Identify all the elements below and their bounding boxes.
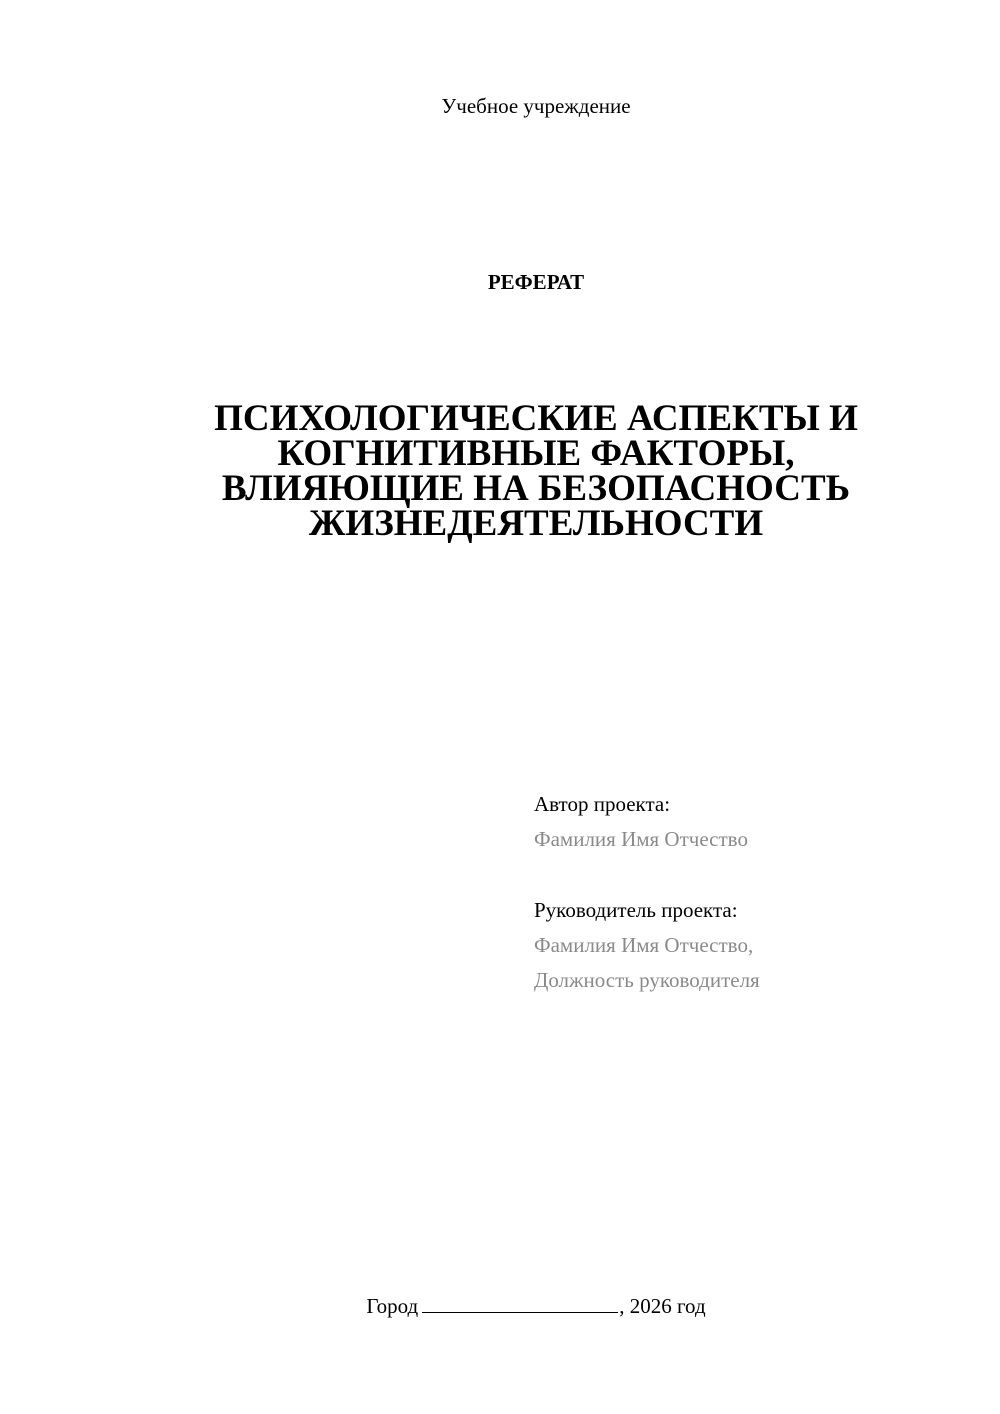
title-line: КОГНИТИВНЫЕ ФАКТОРЫ, <box>277 433 795 474</box>
document-type: РЕФЕРАТ <box>487 270 585 294</box>
author-block <box>534 787 748 857</box>
year-text: , 2026 год <box>619 1294 706 1318</box>
title-line: ПСИХОЛОГИЧЕСКИЕ АСПЕКТЫ И <box>214 398 858 439</box>
author-label: Автор проекта: <box>534 792 671 816</box>
city-year-line <box>0 1290 1000 1321</box>
city-label: Город <box>366 1294 419 1318</box>
city-blank-line <box>422 1290 618 1313</box>
title-line: ЖИЗНЕДЕЯТЕЛЬНОСТИ <box>308 503 764 544</box>
supervisor-name: Фамилия Имя Отчество, <box>534 933 754 957</box>
supervisor-label: Руководитель проекта: <box>534 898 738 922</box>
institution-name: Учебное учреждение <box>441 94 631 118</box>
document-title <box>180 398 892 544</box>
supervisor-block <box>534 893 760 998</box>
author-name: Фамилия Имя Отчество <box>534 827 748 851</box>
supervisor-position: Должность руководителя <box>534 968 760 992</box>
title-line: ВЛИЯЮЩИЕ НА БЕЗОПАСНОСТЬ <box>221 468 851 509</box>
